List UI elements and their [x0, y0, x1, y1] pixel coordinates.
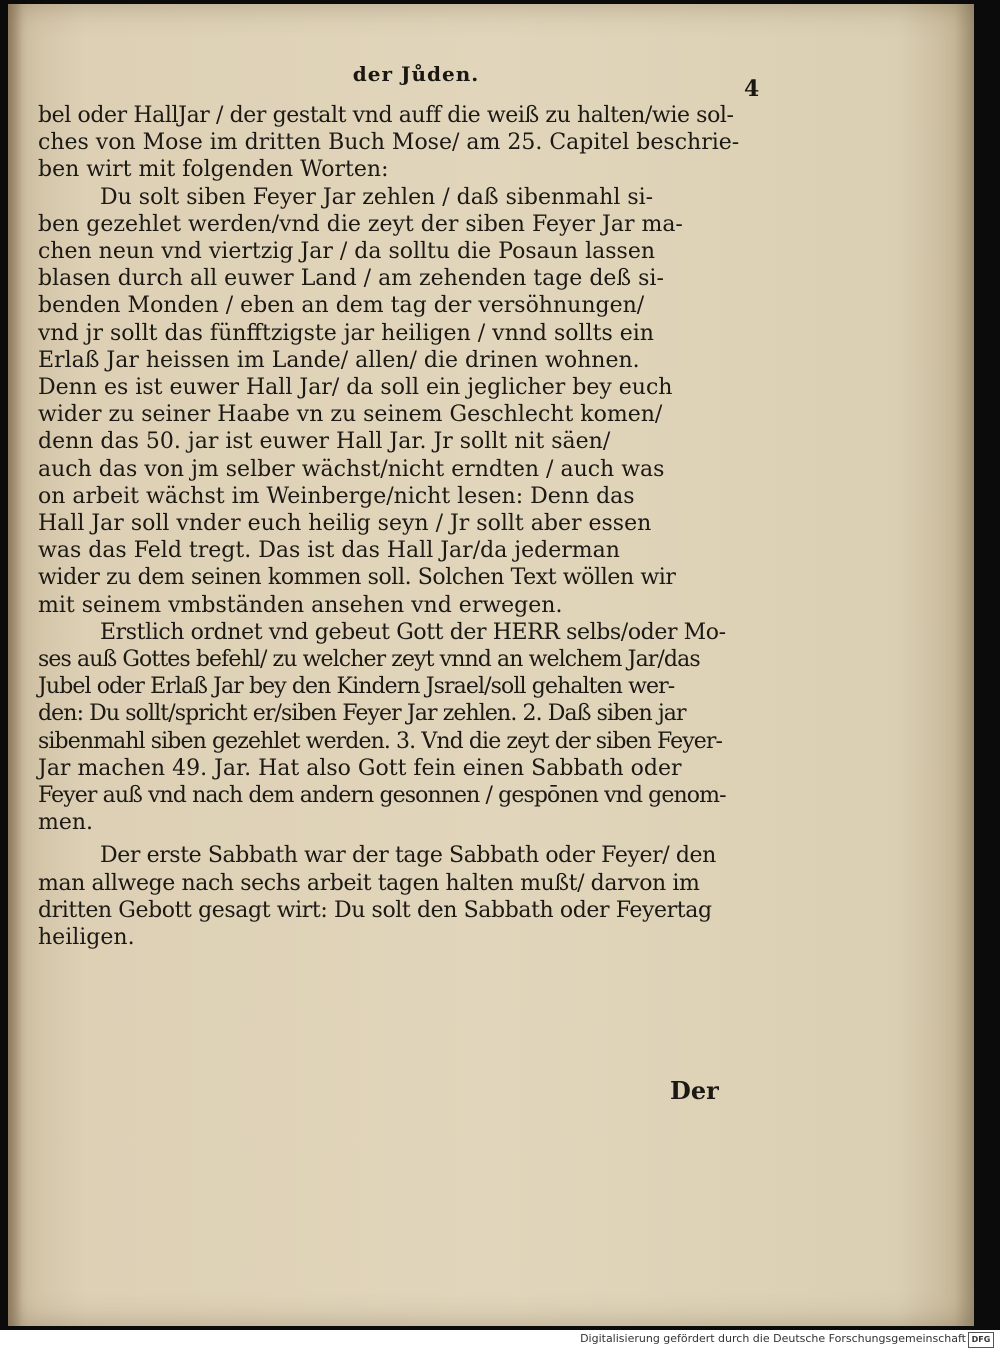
text-line: was das Feld tregt. Das ist das Hall Jar/da jederman	[38, 538, 620, 564]
body-text	[38, 102, 758, 951]
dfg-logo: DFG	[968, 1332, 994, 1348]
text-line: denn das 50. jar ist euwer Hall Jar. Jr sollt nit säen/	[38, 429, 611, 455]
text-line: Jar machen 49. Jar. Hat also Gott fein einen Sabbath oder	[38, 755, 682, 781]
text-line: ches von Mose im dritten Buch Mose/ am 25. Capitel beschrie-	[38, 130, 740, 156]
text-line: wider zu seiner Haabe vn zu seinem Geschlecht komen/	[38, 402, 663, 428]
footer-bar	[0, 1330, 1000, 1349]
book-page	[8, 4, 974, 1326]
text-line: Erlaß Jar heissen im Lande/ allen/ die drinen wohnen.	[38, 347, 640, 373]
text-line: dritten Gebott gesagt wirt: Du solt den Sabbath oder Feyertag	[38, 897, 712, 923]
text-line: mit seinem vmbständen ansehen vnd erwegen.	[38, 592, 563, 618]
page-number: 4	[744, 76, 760, 102]
funding-credit: Digitalisierung gefördert durch die Deutsche Forschungsgemeinschaft	[580, 1332, 966, 1345]
text-line: on arbeit wächst im Weinberge/nicht lesen: Denn das	[38, 483, 635, 509]
text-line: Du solt siben Feyer Jar zehlen / daß sibenmahl si-	[100, 184, 654, 210]
text-line: vnd jr sollt das fünfftzigste jar heiligen / vnnd sollts ein	[38, 320, 654, 346]
text-line: Denn es ist euwer Hall Jar/ da soll ein jeglicher bey euch	[38, 375, 673, 401]
text-line: sibenmahl siben gezehlet werden. 3. Vnd die zeyt der siben Feyer-	[38, 728, 723, 754]
catchword: Der	[670, 1076, 719, 1105]
text-line: man allwege nach sechs arbeit tagen halten mußt/ darvon im	[38, 870, 700, 896]
text-line: Hall Jar soll vnder euch heilig seyn / Jr sollt aber essen	[38, 511, 652, 537]
text-line: Jubel oder Erlaß Jar bey den Kindern Jsrael/soll gehalten wer-	[38, 674, 675, 700]
text-line: auch das von jm selber wächst/nicht erndten / auch was	[38, 456, 665, 482]
text-line: heiligen.	[38, 925, 135, 951]
text-line: chen neun vnd viertzig Jar / da solltu die Posaun lassen	[38, 239, 656, 265]
text-line: Erstlich ordnet vnd gebeut Gott der HERR selbs/oder Mo-	[100, 619, 726, 645]
text-line: Der erste Sabbath war der tage Sabbath oder Feyer/ den	[100, 843, 716, 869]
text-line: ses auß Gottes befehl/ zu welcher zeyt vnnd an welchem Jar/das	[38, 647, 700, 673]
text-line: blasen durch all euwer Land / am zehenden tage deß si-	[38, 266, 664, 292]
text-line: bel oder HallJar / der gestalt vnd auff die weiß zu halten/wie sol-	[38, 103, 734, 128]
text-line: men.	[38, 810, 94, 836]
text-line: den: Du sollt/spricht er/siben Feyer Jar zehlen. 2. Daß siben jar	[38, 701, 686, 727]
text-line: ben gezehlet werden/vnd die zeyt der siben Feyer Jar ma-	[38, 211, 683, 237]
text-line: ben wirt mit folgenden Worten:	[38, 157, 389, 183]
running-head: der Jůden.	[352, 62, 480, 86]
text-line: benden Monden / eben an dem tag der versöhnungen/	[38, 293, 645, 319]
text-line: Feyer auß vnd nach dem andern gesonnen / gespōnen vnd genom-	[38, 783, 726, 809]
text-line: wider zu dem seinen kommen soll. Solchen Text wöllen wir	[38, 565, 676, 591]
